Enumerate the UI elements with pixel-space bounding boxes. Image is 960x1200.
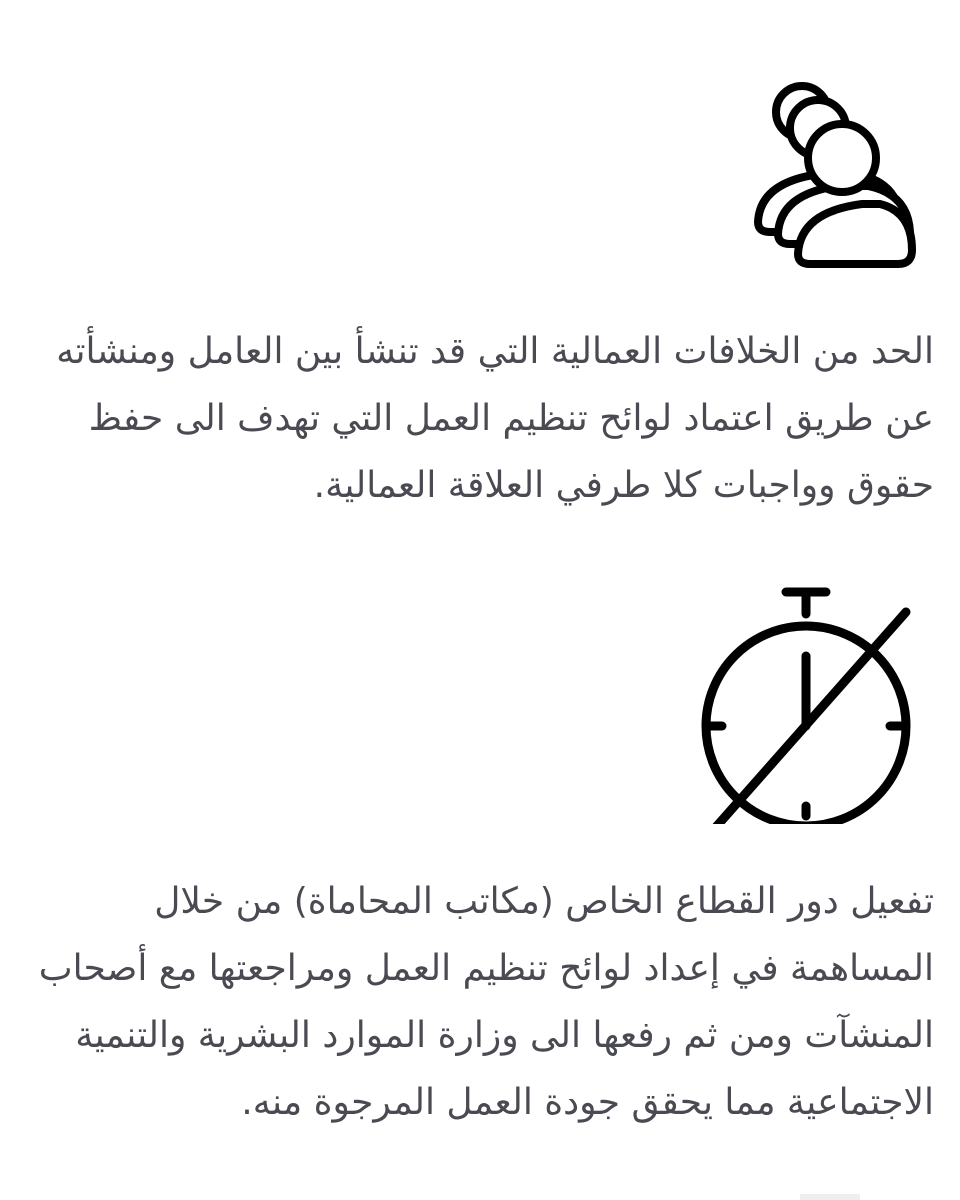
stopwatch-off-icon bbox=[690, 584, 920, 824]
section-dispute-reduction bbox=[0, 0, 960, 540]
bottom-edge-artifact bbox=[800, 1194, 860, 1200]
section-private-sector bbox=[0, 560, 960, 1200]
section-text: تفعيل دور القطاع الخاص (مكاتب المحاماة) من خلال المساهمة في إعداد لوائح تنظيم العمل ومراجعتها مع أصحاب المنشآت ومن ثم رفعها الى وزارة الموارد البشرية والتنمية الاجتماعية مما يحقق جودة العمل المرجوة منه. bbox=[38, 881, 934, 1123]
gavel-icon bbox=[750, 82, 920, 272]
section-text: الحد من الخلافات العمالية التي قد تنشأ بين العامل ومنشأته عن طريق اعتماد لوائح تنظيم العمل التي تهدف الى حفظ حقوق وواجبات كلا طرفي العلاقة العمالية. bbox=[56, 331, 934, 506]
